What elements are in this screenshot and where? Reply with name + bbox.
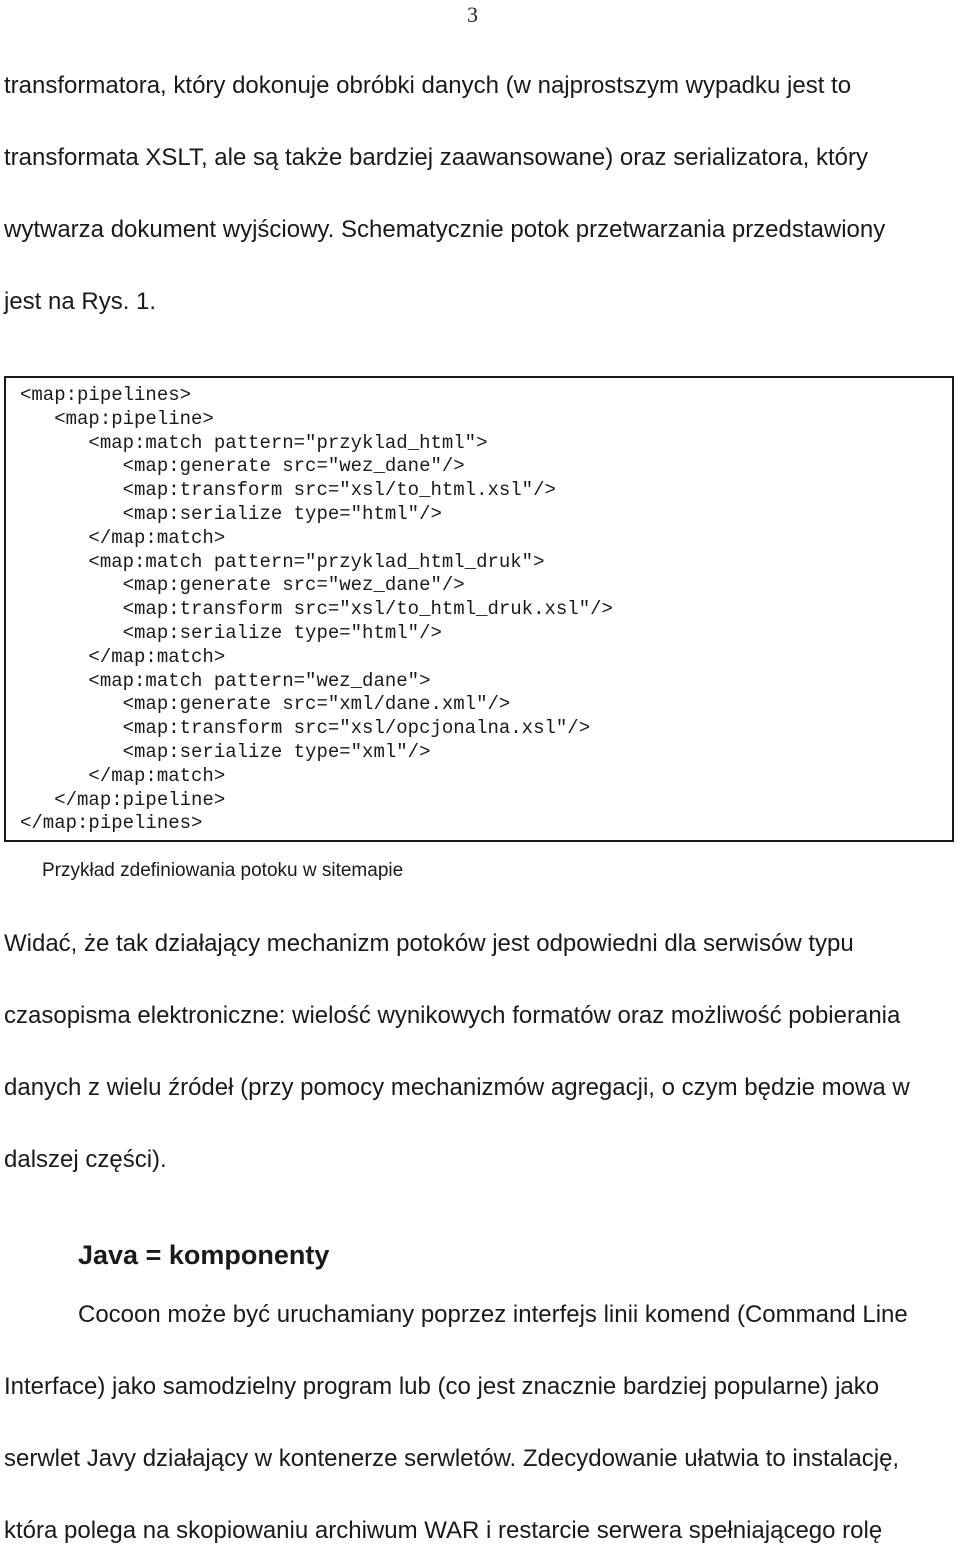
java-paragraph <box>4 1279 908 1567</box>
code-line: <map:match pattern="przyklad_html"> <box>20 431 488 454</box>
code-line: <map:match pattern="wez_dane"> <box>20 669 431 692</box>
pipeline-paragraph <box>4 908 910 1196</box>
code-line: <map:generate src="xml/dane.xml"/> <box>20 693 511 716</box>
code-line: <map:match pattern="przyklad_html_druk"> <box>20 550 545 573</box>
paragraph-line: wytwarza dokument wyjściowy. Schematycznie potok przetwarzania przedstawiony <box>4 216 886 243</box>
paragraph-line: transformatora, który dokonuje obróbki danych (w najprostszym wypadku jest to <box>4 72 852 99</box>
paragraph-line: Widać, że tak działający mechanizm potoków jest odpowiedni dla serwisów typu <box>4 930 854 957</box>
code-line: <map:transform src="xsl/to_html_druk.xsl"/> <box>20 598 613 621</box>
section-heading: Java = komponenty <box>78 1240 330 1270</box>
code-line: <map:transform src="xsl/opcjonalna.xsl"/> <box>20 717 591 740</box>
page-number: 3 <box>467 2 478 27</box>
paragraph-line: Cocoon może być uruchamiany poprzez interfejs linii komend (Command Line <box>78 1301 908 1328</box>
code-line: </map:match> <box>20 645 226 668</box>
code-line: <map:pipeline> <box>20 407 214 430</box>
code-line: </map:match> <box>20 764 226 787</box>
code-caption: Przykład zdefiniowania potoku w sitemapie <box>42 860 404 881</box>
code-line: <map:serialize type="html"/> <box>20 621 442 644</box>
code-line: <map:generate src="wez_dane"/> <box>20 455 465 478</box>
code-line: <map:serialize type="xml"/> <box>20 740 431 763</box>
paragraph-line: która polega na skopiowaniu archiwum WAR i restarcie serwera spełniającego rolę <box>4 1517 883 1544</box>
code-line: <map:generate src="wez_dane"/> <box>20 574 465 597</box>
code-line: <map:serialize type="html"/> <box>20 502 442 525</box>
code-line: <map:pipelines> <box>20 384 192 406</box>
code-line: <map:transform src="xsl/to_html.xsl"/> <box>20 479 556 502</box>
code-line: </map:match> <box>20 526 226 549</box>
paragraph-line: jest na Rys. 1. <box>4 288 157 315</box>
code-line: </map:pipeline> <box>20 788 226 811</box>
code-listing <box>4 376 954 842</box>
paragraph-line: danych z wielu źródeł (przy pomocy mechanizmów agregacji, o czym będzie mowa w <box>4 1074 910 1101</box>
intro-paragraph <box>4 50 885 338</box>
paragraph-line: Interface) jako samodzielny program lub (co jest znacznie bardziej popularne) jako <box>4 1373 880 1400</box>
paragraph-line: dalszej części). <box>4 1146 167 1173</box>
paragraph-line: czasopisma elektroniczne: wielość wynikowych formatów oraz możliwość pobierania <box>4 1002 901 1029</box>
paragraph-line: transformata XSLT, ale są także bardziej zaawansowane) oraz serializatora, który <box>4 144 868 171</box>
paragraph-line: serwlet Javy działający w kontenerze serwletów. Zdecydowanie ułatwia to instalację, <box>4 1445 900 1472</box>
code-line: </map:pipelines> <box>20 812 203 835</box>
